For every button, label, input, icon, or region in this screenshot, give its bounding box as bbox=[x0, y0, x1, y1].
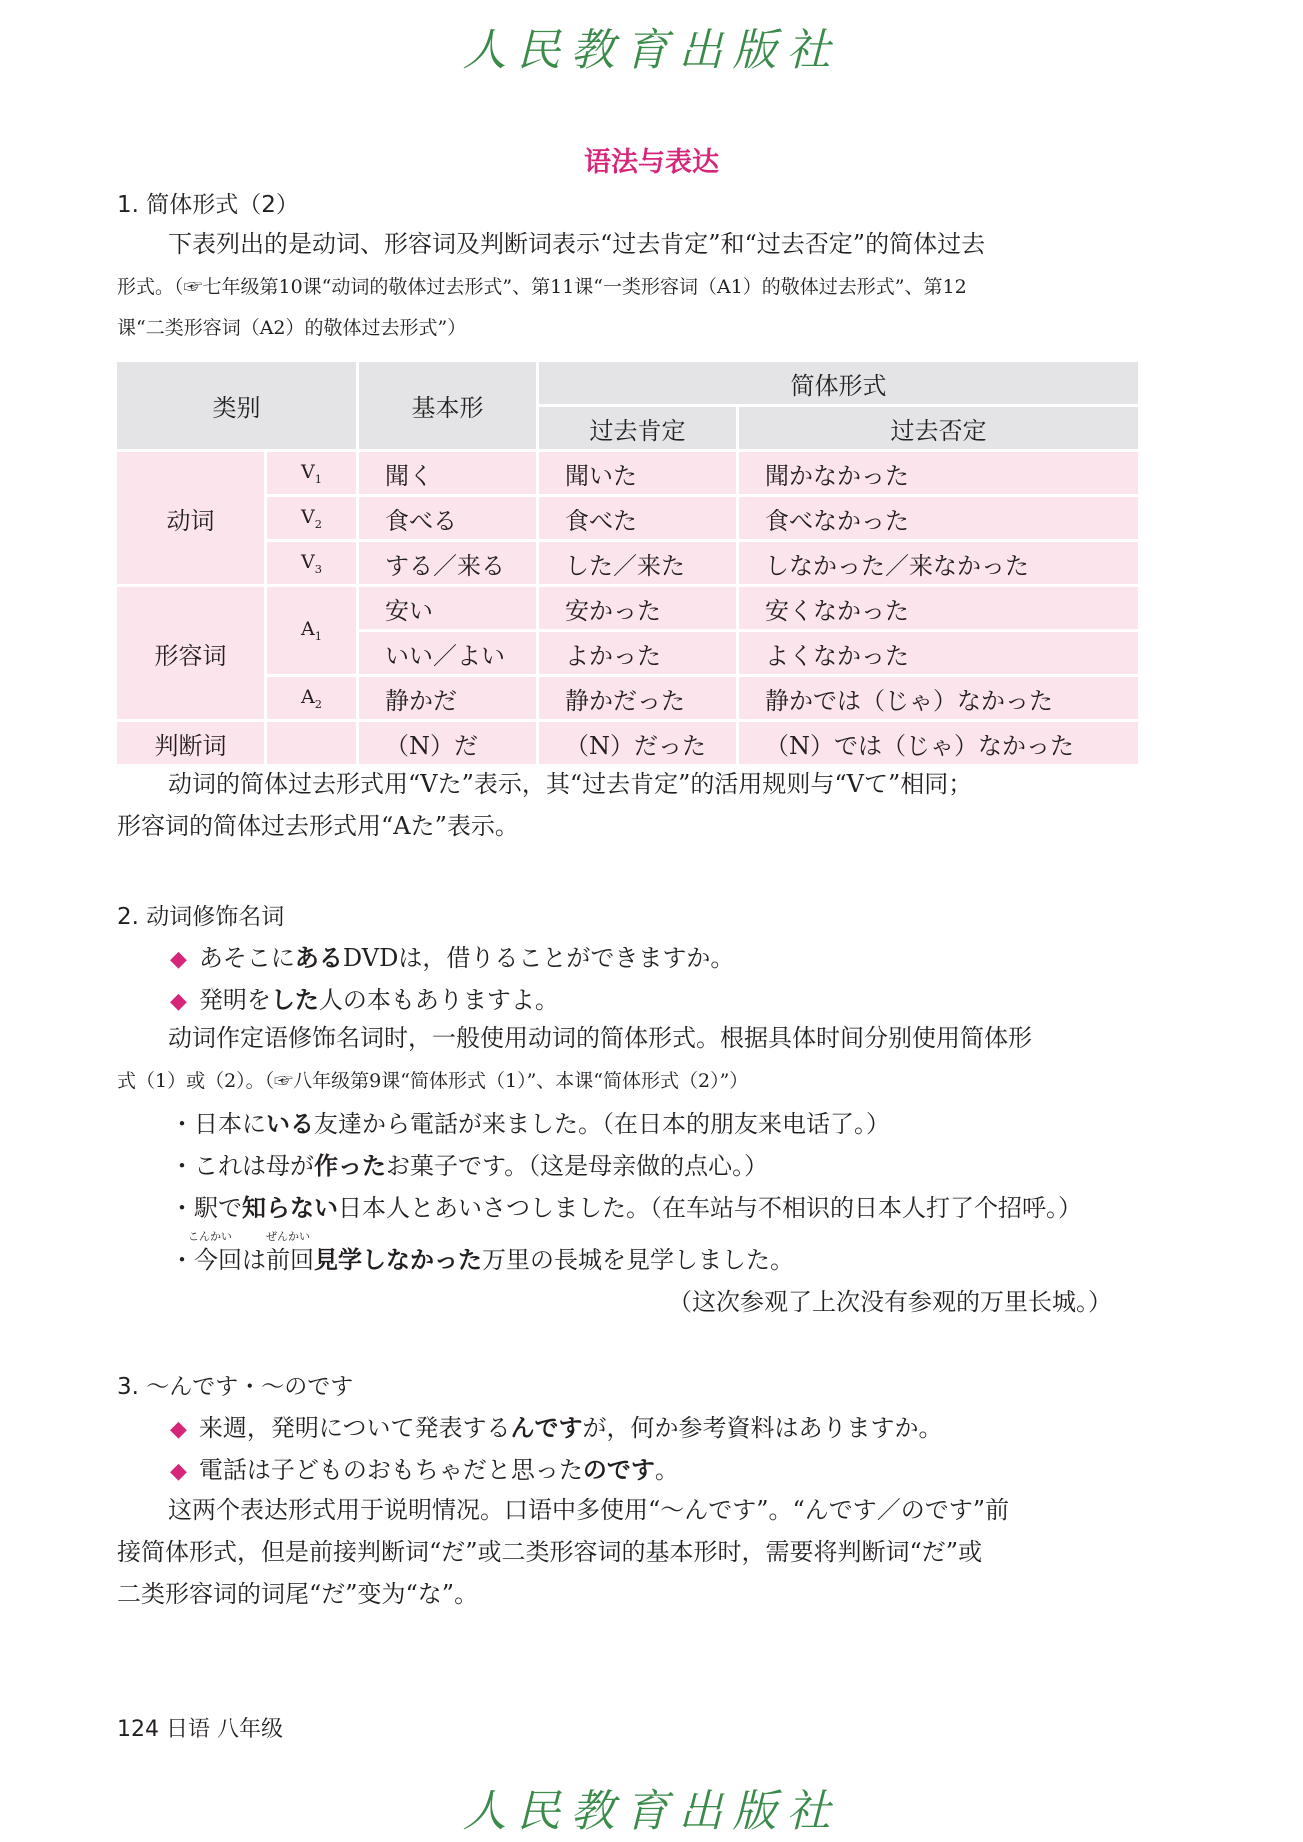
s1-note-1: 动词的简体过去形式用“Vた”表示，其“过去肯定”的活用规则与“Vて”相同； bbox=[168, 770, 973, 798]
page-footer bbox=[117, 1712, 283, 1743]
s1-intro-2: 形式。（☞七年级第10课“动词的敬体过去形式”、第11课“一类形容词（A1）的敬体过去形式”、第12 bbox=[117, 276, 967, 298]
s2-para-1: 动词作定语修饰名词时，一般使用动词的简体形式。根据具体时间分别使用简体形 bbox=[168, 1024, 1032, 1052]
header-basic: 基本形 bbox=[359, 362, 539, 452]
neg-cell: 聞かなかった bbox=[739, 452, 1141, 497]
section-title: 语法与表达 bbox=[584, 147, 719, 178]
s1-heading: 1. 简体形式（2） bbox=[117, 192, 299, 218]
neg-cell: しなかった／来なかった bbox=[739, 542, 1141, 587]
neg-cell: （N）では（じゃ）なかった bbox=[739, 722, 1141, 767]
table-row bbox=[117, 542, 1141, 587]
sub-v3: $V_3$ bbox=[267, 542, 359, 587]
sub-v1: $V_1$ bbox=[267, 452, 359, 497]
basic-cell: 聞く bbox=[359, 452, 539, 497]
s3-para-3: 二类形容词的词尾“だ”变为“な”。 bbox=[117, 1580, 479, 1608]
pos-cell: した／来た bbox=[539, 542, 739, 587]
basic-cell: 食べる bbox=[359, 497, 539, 542]
s2-bullet-4-translation: （这次参观了上次没有参观的万里长城。） bbox=[668, 1288, 1112, 1316]
basic-cell: （N）だ bbox=[359, 722, 539, 767]
s3-example-1: ◆ 来週，発明について発表するんですが，何か参考資料はありますか。 bbox=[170, 1414, 943, 1442]
s2-heading: 2. 动词修饰名词 bbox=[117, 904, 285, 930]
basic-cell: 静かだ bbox=[359, 677, 539, 722]
table-row bbox=[117, 587, 1141, 632]
sub-v2: $V_2$ bbox=[267, 497, 359, 542]
furigana-konkai: こんかい bbox=[188, 1230, 232, 1243]
pos-cell: よかった bbox=[539, 632, 739, 677]
diamond-bullet-icon: ◆ bbox=[170, 989, 187, 1014]
publisher-logo: 人民教育出版社 bbox=[462, 25, 841, 76]
cat-adjective: 形容词 bbox=[117, 587, 267, 722]
basic-cell: する／来る bbox=[359, 542, 539, 587]
s1-intro-1: 下表列出的是动词、形容词及判断词表示“过去肯定”和“过去否定”的简体过去 bbox=[168, 230, 986, 258]
pos-cell: 静かだった bbox=[539, 677, 739, 722]
page-number: 124 bbox=[117, 1717, 159, 1742]
neg-cell: 静かでは（じゃ）なかった bbox=[739, 677, 1141, 722]
header-plain-form: 简体形式 bbox=[539, 362, 1141, 407]
header-category: 类别 bbox=[117, 362, 359, 452]
neg-cell: 安くなかった bbox=[739, 587, 1141, 632]
basic-cell: いい／よい bbox=[359, 632, 539, 677]
s3-para-2: 接简体形式，但是前接判断词“だ”或二类形容词的基本形时，需要将判断词“だ”或 bbox=[117, 1538, 983, 1566]
sub-a1: $A_1$ bbox=[267, 587, 359, 677]
neg-cell: よくなかった bbox=[739, 632, 1141, 677]
pos-cell: （N）だった bbox=[539, 722, 739, 767]
s3-example-2: ◆ 電話は子どものおもちゃだと思ったのです。 bbox=[170, 1456, 679, 1484]
s2-para-2: 式（1）或（2）。（☞八年级第9课“简体形式（1）”、本课“简体形式（2）”） bbox=[117, 1070, 749, 1092]
s3-heading: 3. ～んです・～のです bbox=[117, 1374, 354, 1400]
sub-empty bbox=[267, 722, 359, 767]
pos-cell: 聞いた bbox=[539, 452, 739, 497]
s1-note-2: 形容词的简体过去形式用“Aた”表示。 bbox=[117, 812, 519, 840]
s2-bullet-4: ・今回は前回見学しなかった万里の長城を見学しました。 bbox=[170, 1246, 794, 1274]
s2-example-2: ◆ 発明をした人の本もありますよ。 bbox=[170, 986, 559, 1014]
diamond-bullet-icon: ◆ bbox=[170, 1417, 187, 1442]
s2-example-1: ◆ あそこにあるDVDは，借りることができますか。 bbox=[170, 944, 735, 972]
basic-cell: 安い bbox=[359, 587, 539, 632]
cat-verb: 动词 bbox=[117, 452, 267, 587]
header-past-positive: 过去肯定 bbox=[539, 407, 739, 452]
publisher-logo: 人民教育出版社 bbox=[462, 1786, 841, 1837]
grammar-table bbox=[117, 362, 1141, 767]
book-title: 日语 八年级 bbox=[166, 1717, 283, 1742]
s2-bullet-1: ・日本にいる友達から電話が来ました。（在日本的朋友来电话了。） bbox=[170, 1110, 890, 1138]
s2-bullet-3: ・駅で知らない日本人とあいさつしました。（在车站与不相识的日本人打了个招呼。） bbox=[170, 1194, 1082, 1222]
table-row bbox=[117, 497, 1141, 542]
table-row bbox=[117, 452, 1141, 497]
furigana-zenkai: ぜんかい bbox=[266, 1230, 310, 1243]
diamond-bullet-icon: ◆ bbox=[170, 1459, 187, 1484]
cat-copula: 判断词 bbox=[117, 722, 267, 767]
neg-cell: 食べなかった bbox=[739, 497, 1141, 542]
s1-intro-3: 课“二类形容词（A2）的敬体过去形式”） bbox=[117, 317, 467, 339]
header-past-negative: 过去否定 bbox=[739, 407, 1141, 452]
pos-cell: 安かった bbox=[539, 587, 739, 632]
pos-cell: 食べた bbox=[539, 497, 739, 542]
table-row bbox=[117, 677, 1141, 722]
table-row bbox=[117, 722, 1141, 767]
s3-para-1: 这两个表达形式用于说明情况。口语中多使用“～んです”。“んです／のです”前 bbox=[168, 1496, 1010, 1524]
sub-a2: $A_2$ bbox=[267, 677, 359, 722]
diamond-bullet-icon: ◆ bbox=[170, 947, 187, 972]
s2-bullet-2: ・これは母が作ったお菓子です。（这是母亲做的点心。） bbox=[170, 1152, 769, 1180]
